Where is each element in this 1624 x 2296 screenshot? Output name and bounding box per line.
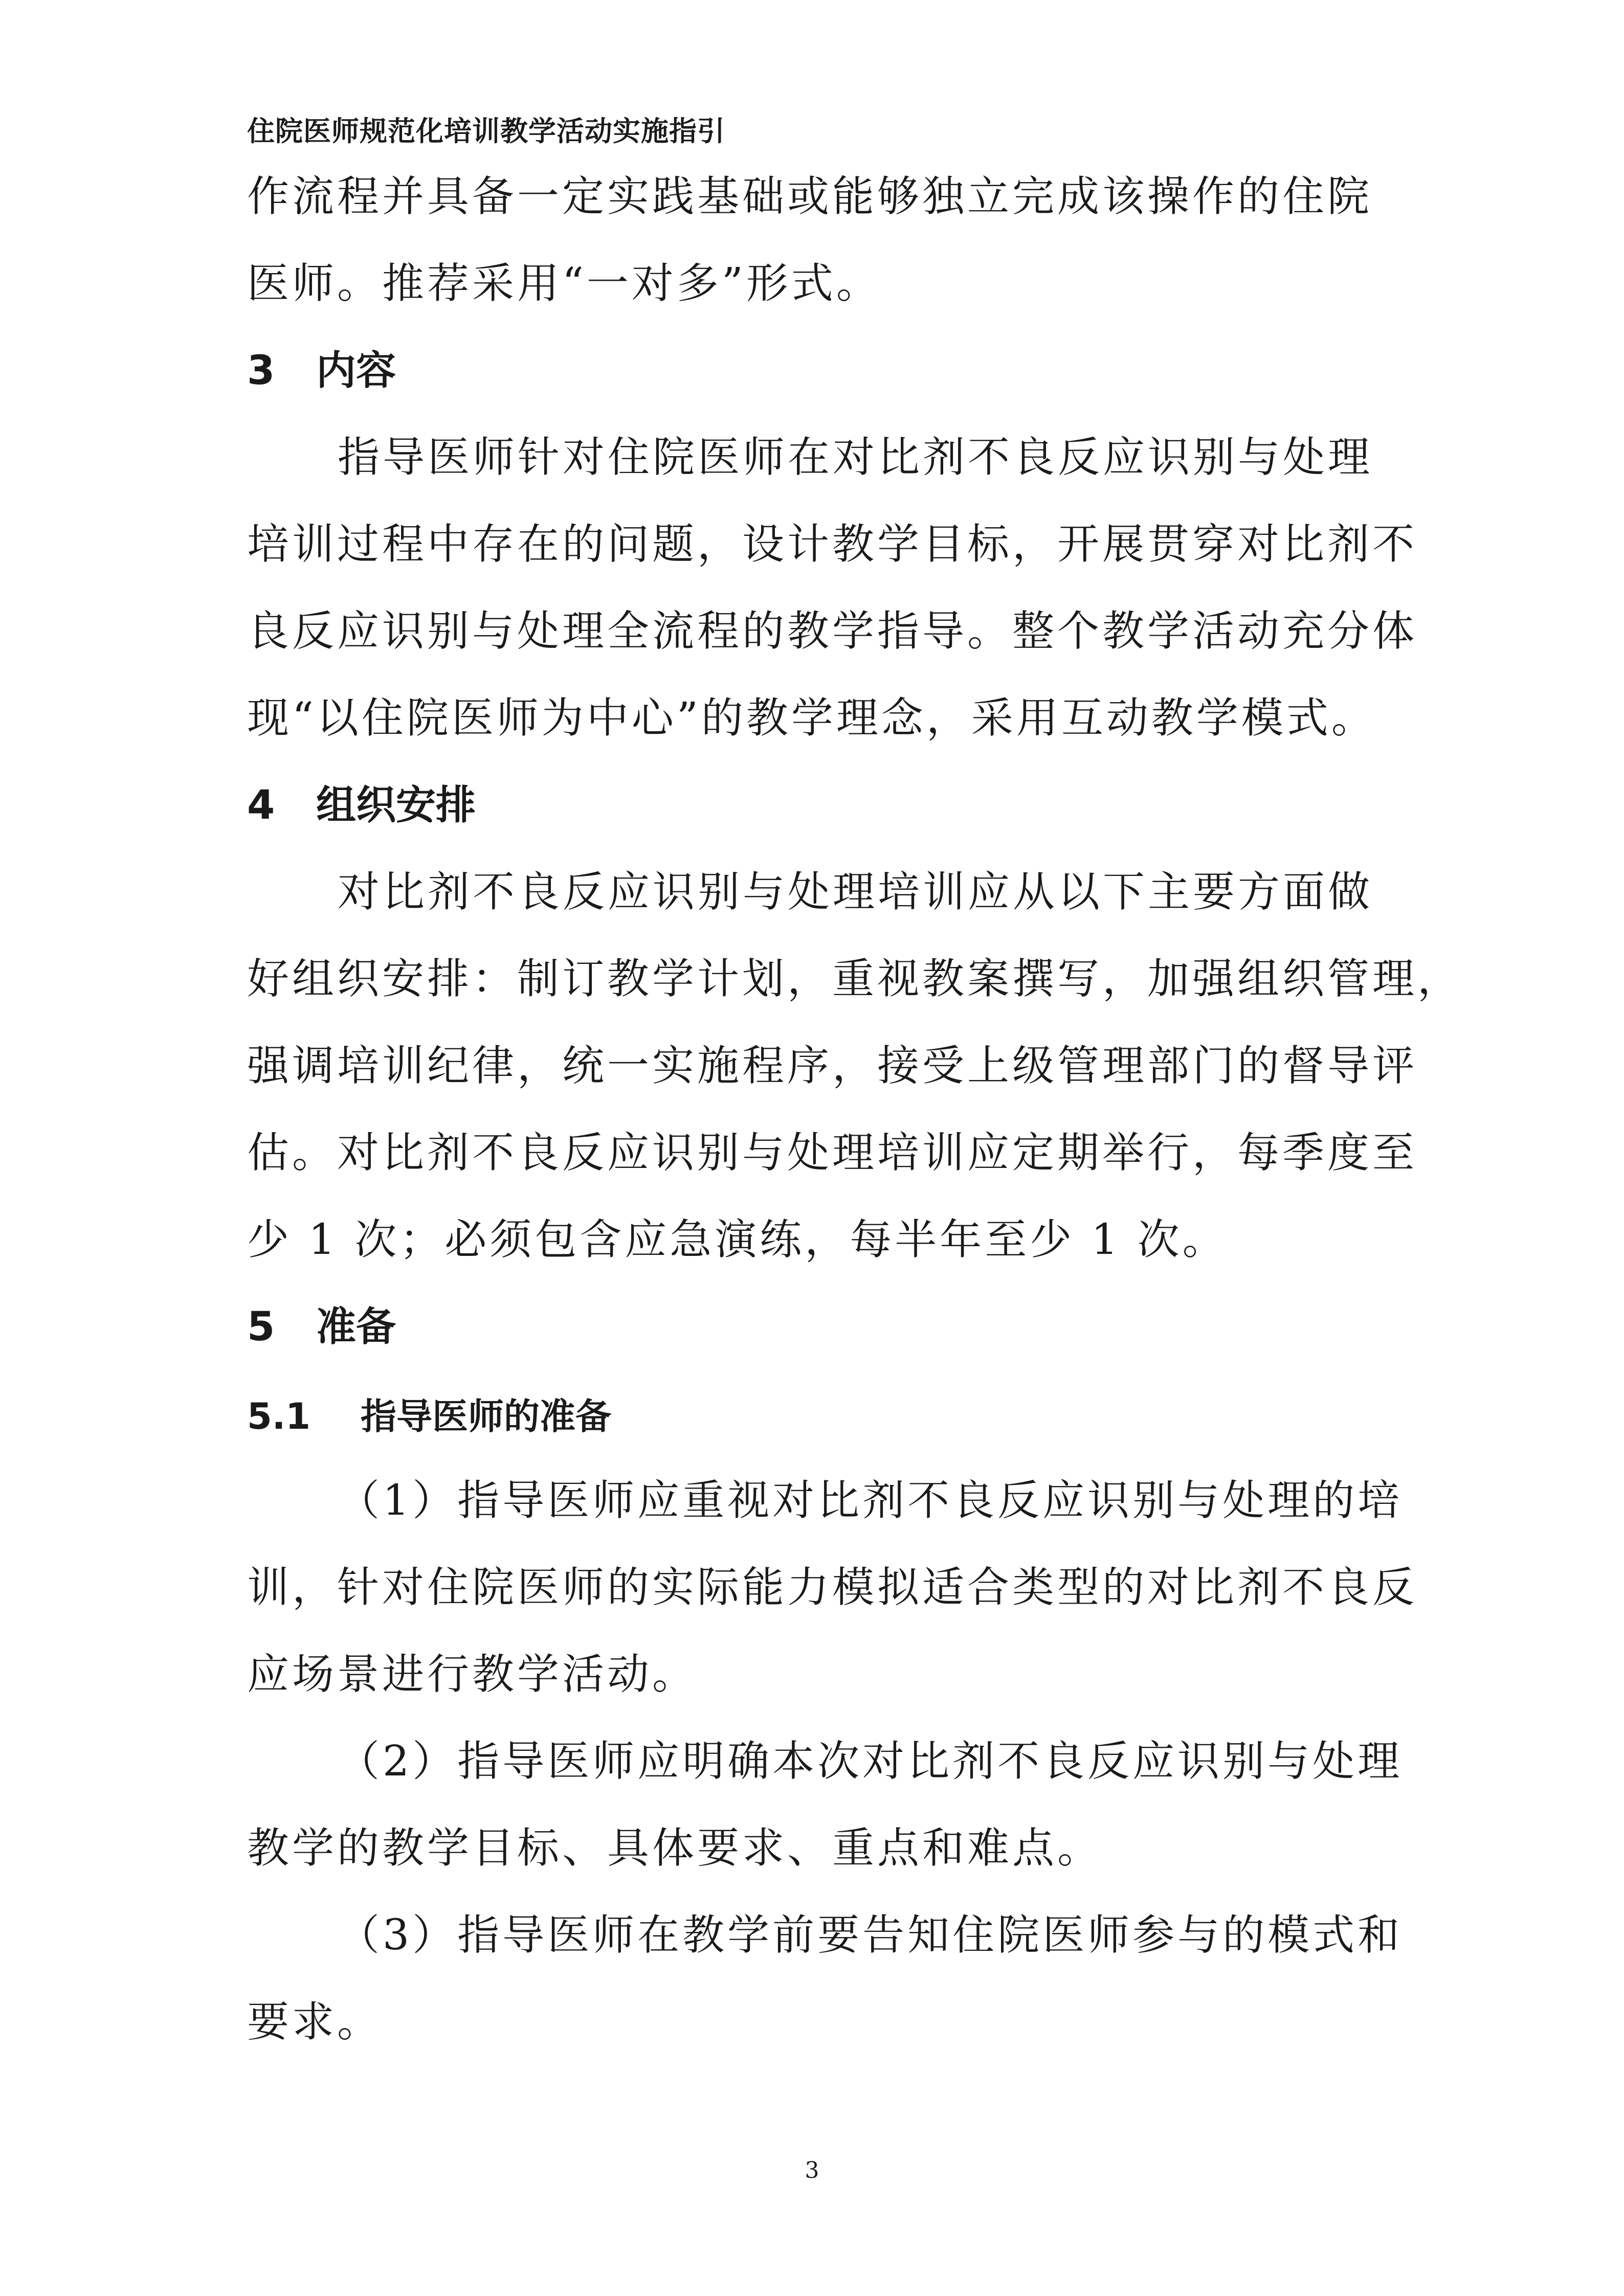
running-header: 住院医师规范化培训教学活动实施指引 <box>247 115 725 147</box>
body-line: 强调培训纪律，统一实施程序，接受上级管理部门的督导评 <box>247 1042 1418 1090</box>
body-line: 少 1 次；必须包含应急演练，每半年至少 1 次。 <box>247 1215 1228 1264</box>
section-heading-5 <box>247 1299 396 1355</box>
section-heading-4 <box>247 777 476 834</box>
section-number: 5 <box>247 1304 275 1350</box>
subsection-heading-5-1 <box>247 1391 611 1442</box>
subsection-title: 指导医师的准备 <box>361 1395 611 1437</box>
subsection-number: 5.1 <box>247 1395 311 1437</box>
section-number: 3 <box>247 348 275 394</box>
body-line: 医师。推荐采用“一对多”形式。 <box>247 259 881 308</box>
body-line: （3）指导医师在教学前要告知住院医师参与的模式和 <box>338 1911 1403 1960</box>
body-line: 要求。 <box>247 1998 383 2046</box>
section-number: 4 <box>247 782 275 828</box>
body-line: 对比剂不良反应识别与处理培训应从以下主要方面做 <box>338 868 1373 916</box>
body-line: 好组织安排：制订教学计划，重视教案撰写，加强组织管理， <box>247 955 1463 1003</box>
section-title: 准备 <box>316 1304 396 1350</box>
body-line: 现“以住院医师为中心”的教学理念，采用互动教学模式。 <box>247 694 1376 742</box>
body-line: 教学的教学目标、具体要求、重点和难点。 <box>247 1824 1103 1873</box>
body-line: 估。对比剂不良反应识别与处理培训应定期举行，每季度至 <box>247 1129 1418 1177</box>
page-number: 3 <box>805 2157 819 2184</box>
body-line: 培训过程中存在的问题，设计教学目标，开展贯穿对比剂不 <box>247 520 1418 569</box>
body-line: 良反应识别与处理全流程的教学指导。整个教学活动充分体 <box>247 607 1418 656</box>
body-line: 作流程并具备一定实践基础或能够独立完成该操作的住院 <box>247 172 1373 221</box>
section-heading-3 <box>247 343 396 399</box>
section-title: 内容 <box>316 348 396 394</box>
section-title: 组织安排 <box>316 782 476 828</box>
body-line: 应场景进行教学活动。 <box>247 1650 698 1699</box>
body-line: 训，针对住院医师的实际能力模拟适合类型的对比剂不良反 <box>247 1563 1418 1612</box>
body-line: （1）指导医师应重视对比剂不良反应识别与处理的培 <box>338 1476 1403 1525</box>
body-line: （2）指导医师应明确本次对比剂不良反应识别与处理 <box>338 1737 1403 1786</box>
body-line: 指导医师针对住院医师在对比剂不良反应识别与处理 <box>338 433 1373 482</box>
